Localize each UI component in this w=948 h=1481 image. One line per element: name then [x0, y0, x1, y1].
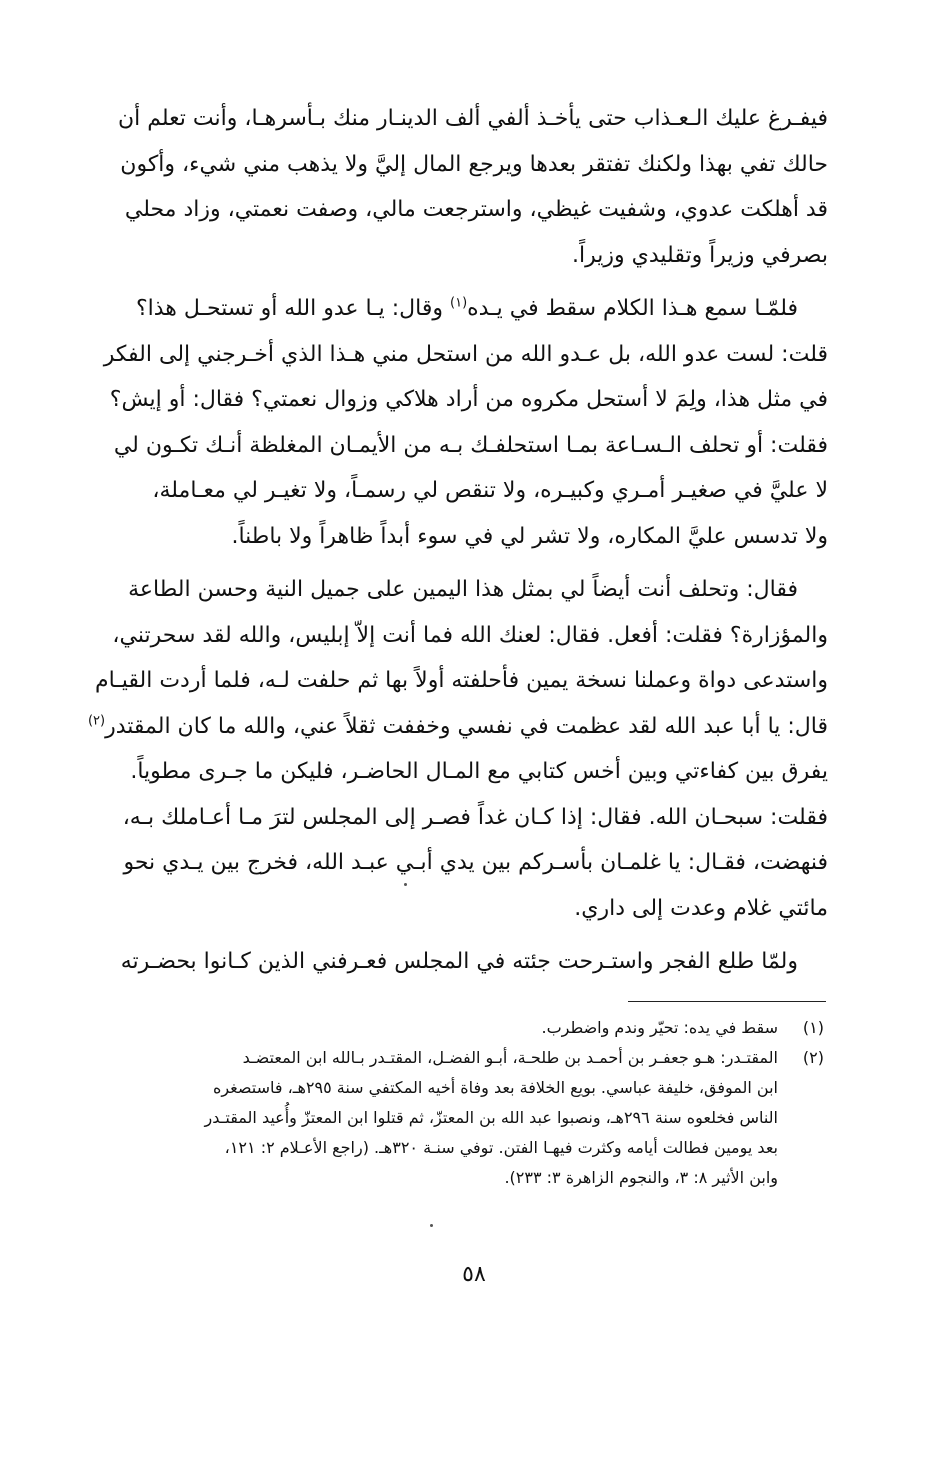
- paragraph-2: [103, 286, 828, 559]
- text-line: بصرفي وزيراً وتقليدي وزيراً.: [572, 242, 828, 268]
- text-fragment: قال: يا أبا عبد الله لقد عظمت في نفسي وخففت ثقلاً عني، والله ما كان المقتدر: [105, 713, 828, 739]
- paragraph-4: [116, 939, 828, 985]
- text-line: حالك تفي بهذا ولكنك تفتقر بعدها ويرجع المال إليَّ ولا يذهب مني شيء، وأكون: [120, 151, 828, 177]
- text-fragment: ولمّا طلع الفجر واستـرحت جئته في المجلس فعـرفني الذين كـانوا بحضـرته: [120, 949, 798, 974]
- footnote-line: الناس فخلعوه سنة ٢٩٦هـ، ونصبوا عبد الله بن المعتزّ، ثم قتلوا ابن المعتزّ وأُعيد المقتـدر: [204, 1108, 778, 1127]
- text-line-with-footnote: [87, 704, 828, 750]
- footnote-marker: (١): [450, 295, 468, 311]
- text-line: فقلت: سبحـان الله. فقال: إذا كـان غداً فصـر إلى المجلس لترَ مـا أعـاملك بـه،: [122, 804, 828, 830]
- text-line: [116, 567, 828, 613]
- text-line-with-footnote: [116, 286, 828, 332]
- footnote-line: وابن الأثير ٨: ٣، والنجوم الزاهرة ٣: ٢٣٣).: [504, 1168, 778, 1187]
- footnote-line: سقط في يده: تحيّر وندم واضطرب.: [541, 1018, 778, 1037]
- text-line: مائتي غلام وعدت إلى داري.: [574, 895, 828, 921]
- footnote-line: ابن الموفق، خليفة عباسي. بويع الخلافة بعد وفاة أخيه المكتفي سنة ٢٩٥هـ، فاستصغره: [212, 1078, 778, 1097]
- footnote-divider: [628, 1001, 826, 1002]
- text-line: قد أهلكت عدوي، وشفيت غيظي، واسترجعت مالي، وصفت نعمتي، وزاد محلي: [124, 197, 828, 222]
- text-fragment: فقال: وتحلف أنت أيضاً لي بمثل هذا اليمين على جميل النية وحسن الطاعة: [128, 577, 798, 602]
- footnote-body: [120, 1013, 778, 1043]
- footnote-body: [120, 1043, 778, 1193]
- footnote-marker: (٢): [87, 713, 106, 729]
- text-line: يفرق بين كفاءتي وبين أخس كتابي مع المـال الحاضـر، فليكن ما جـرى مطوياً.: [130, 759, 828, 784]
- scan-speck: [404, 883, 407, 886]
- text-line: والمؤزارة؟ فقلت: أفعل. فقال: لعنك الله فما أنت إلاّ إبليس، والله لقد سحرتني،: [112, 622, 828, 648]
- footnotes: [120, 1013, 824, 1193]
- footnote-line: المقتـدر: هـو جعفـر بن أحمـد بن طلحـة، أبـو الفضـل، المقتـدر بـالله ابن المعتضـد: [242, 1048, 778, 1067]
- text-line: في مثل هذا، ولِمَ لا أستحل مكروه من أراد هلاكي وزوال نعمتي؟ فقال: أو إيش؟: [109, 387, 828, 412]
- text-line: واستدعى دواة وعملنا نسخة يمين فأحلفته أولاً بها ثم حلفت لـه، فلما أردت القيـام: [94, 668, 828, 693]
- footnote-1: [120, 1013, 824, 1043]
- text-line: لا عليَّ في صغيـر أمـري وكبيـره، ولا تنقص لي رسمـاً، ولا تغيـر لي معـاملة،: [152, 478, 828, 503]
- footnote-line: بعد يومين فطالت أيامه وكثرت فيهـا الفتن. توفي سنـة ٣٢٠هـ. (راجع الأعـلام ٢: ١٢١،: [224, 1138, 778, 1157]
- text-line: فنهضت، فقـال: يا غلمـان بأسـركم بين يدي أبـي عبـد الله، فخرج بين يـدي نحو: [123, 850, 828, 875]
- footnote-number: (١): [802, 1018, 824, 1037]
- footnote-2: [120, 1043, 824, 1193]
- paragraph-3: [87, 567, 828, 931]
- text-line: ولا تدسس عليَّ المكاره، ولا تشر لي في سوء أبداً ظاهراً ولا باطناً.: [231, 523, 828, 549]
- text-line: قلت: لست عدو الله، بل عـدو الله من استحل مني هـذا الذي أخـرجني إلى الفكر: [103, 341, 828, 367]
- paragraph-1: [116, 96, 828, 278]
- page-number: ٥٨: [462, 1262, 486, 1287]
- scan-speck: [430, 1224, 433, 1227]
- footnote-number: (٢): [802, 1048, 824, 1067]
- text-fragment: فلمّـا سمع هـذا الكلام سقط في يـده: [467, 296, 798, 321]
- main-text: [87, 96, 828, 993]
- text-line: [116, 939, 828, 985]
- text-fragment: وقال: يـا عدو الله أو تستحـل هذا؟: [135, 296, 443, 321]
- text-line: فيفـرغ عليك الـعـذاب حتى يأخـذ ألفي ألف الدينـار منك بـأسرهـا، وأنت تعلم أن: [117, 106, 828, 131]
- text-line: فقلت: أو تحلف الـسـاعة بمـا استحلفـك بـه من الأيمـان المغلظة أنـك تكـون لي: [113, 432, 828, 458]
